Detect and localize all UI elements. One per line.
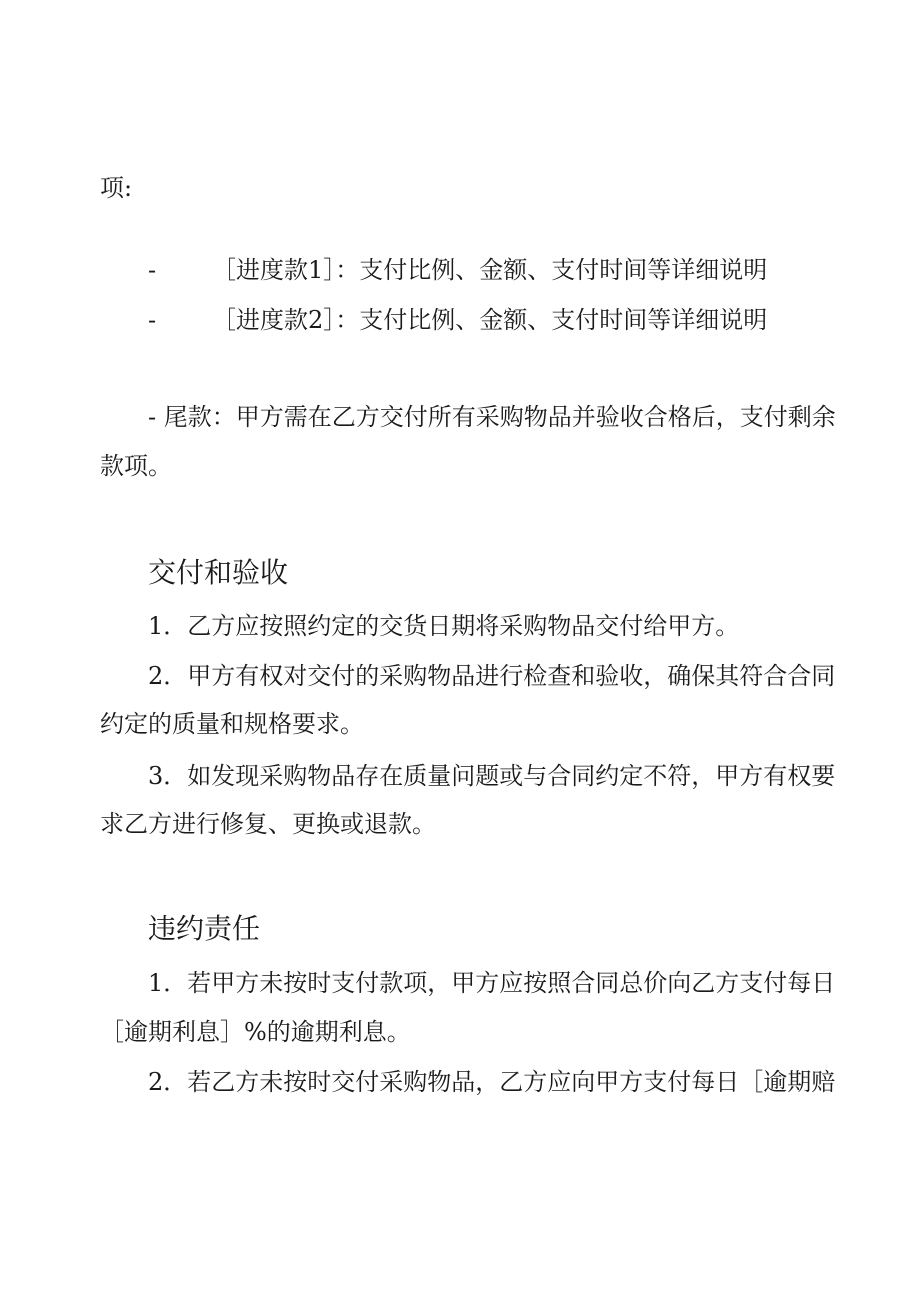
section-heading-breach: 违约责任 bbox=[148, 912, 261, 945]
progress-item: ［进度款2］：支付比例、金额、支付时间等详细说明 bbox=[212, 306, 768, 334]
section-heading-delivery: 交付和验收 bbox=[148, 556, 289, 589]
final-payment-line: - 尾款：甲方需在乙方交付所有采购物品并验收合格后，支付剩余 bbox=[148, 403, 836, 431]
final-payment-line: 款项。 bbox=[100, 452, 172, 480]
bullet-marker: - bbox=[148, 256, 157, 284]
delivery-line: 2．甲方有权对交付的采购物品进行检查和验收，确保其符合合同 bbox=[148, 662, 836, 690]
delivery-line: 3．如发现采购物品存在质量问题或与合同约定不符，甲方有权要 bbox=[148, 762, 836, 790]
progress-item: ［进度款1］：支付比例、金额、支付时间等详细说明 bbox=[212, 256, 768, 284]
payment-intro-tail: 项: bbox=[100, 174, 133, 202]
breach-line: 1．若甲方未按时支付款项，甲方应按照合同总价向乙方支付每日 bbox=[148, 969, 836, 997]
delivery-line: 约定的质量和规格要求。 bbox=[100, 710, 364, 738]
delivery-line: 求乙方进行修复、更换或退款。 bbox=[100, 810, 436, 838]
breach-line: 2．若乙方未按时交付采购物品，乙方应向甲方支付每日［逾期赔 bbox=[148, 1068, 836, 1096]
delivery-line: 1．乙方应按照约定的交货日期将采购物品交付给甲方。 bbox=[148, 612, 740, 640]
bullet-marker: - bbox=[148, 306, 157, 334]
breach-line: ［逾期利息］%的逾期利息。 bbox=[100, 1018, 411, 1046]
